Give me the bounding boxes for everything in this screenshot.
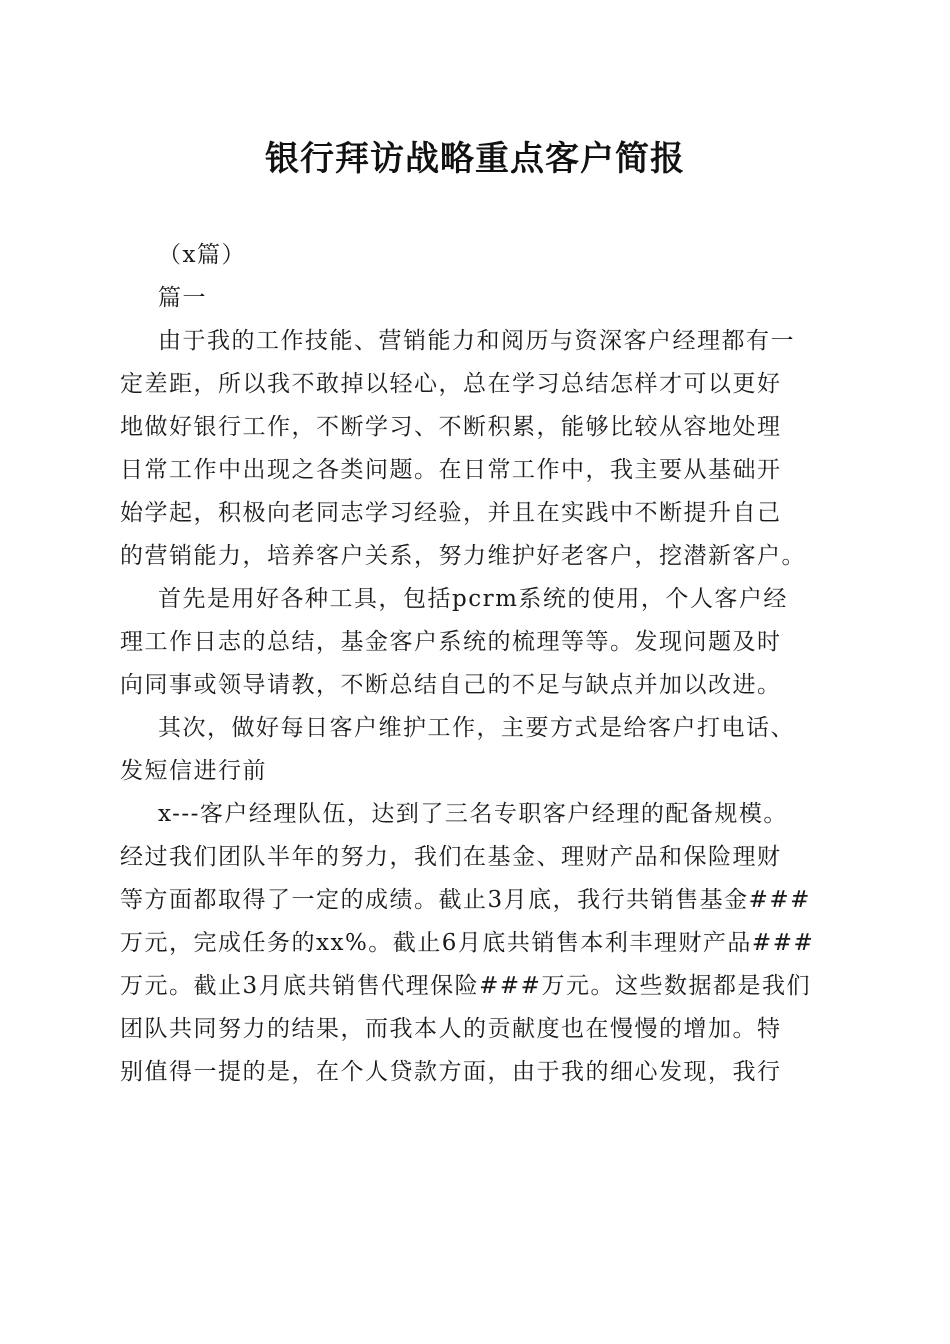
paragraph-line: 向同事或领导请教，不断总结自己的不足与缺点并加以改进。 <box>120 672 782 698</box>
document-body <box>120 234 832 1094</box>
paragraph-line: 其次，做好每日客户维护工作，主要方式是给客户打电话、 <box>158 715 795 741</box>
paragraph-line: 始学起，积极向老同志学习经验，并且在实践中不断提升自己 <box>120 500 782 526</box>
document-title: 银行拜访战略重点客户简报 <box>265 139 685 179</box>
paragraph-line: 理工作日志的总结，基金客户系统的梳理等等。发现问题及时 <box>120 629 782 655</box>
section-label: 篇一 <box>158 285 207 311</box>
paragraph-1 <box>120 320 832 578</box>
paragraph-line: 首先是用好各种工具，包括pcrm系统的使用，个人客户经 <box>158 586 788 612</box>
paragraph-line: 的营销能力，培养客户关系，努力维护好老客户，挖潜新客户。 <box>120 543 806 569</box>
paragraph-line: x---客户经理队伍，达到了三名专职客户经理的配备规模。 <box>158 801 788 827</box>
paragraph-2 <box>120 578 832 707</box>
paragraph-line: 地做好银行工作，不断学习、不断积累，能够比较从容地处理 <box>120 414 782 440</box>
subtitle: （x篇） <box>158 242 246 268</box>
paragraph-line: 经过我们团队半年的努力，我们在基金、理财产品和保险理财 <box>120 844 782 870</box>
paragraph-line: 定差距，所以我不敢掉以轻心，总在学习总结怎样才可以更好 <box>120 371 782 397</box>
paragraph-line: 团队共同努力的结果，而我本人的贡献度也在慢慢的增加。特 <box>120 1016 782 1042</box>
paragraph-line: 别值得一提的是，在个人贷款方面，由于我的细心发现，我行 <box>120 1059 782 1085</box>
paragraph-line: 万元，完成任务的xx%。截止6月底共销售本利丰理财产品### <box>120 930 815 956</box>
paragraph-line: 万元。截止3月底共销售代理保险###万元。这些数据都是我们 <box>120 973 811 999</box>
paragraph-3 <box>120 707 832 793</box>
paragraph-line: 发短信进行前 <box>120 758 267 784</box>
paragraph-line: 由于我的工作技能、营销能力和阅历与资深客户经理都有一 <box>158 328 795 354</box>
paragraph-4 <box>120 793 832 1094</box>
paragraph-line: 日常工作中出现之各类问题。在日常工作中，我主要从基础开 <box>120 457 782 483</box>
paragraph-line: 等方面都取得了一定的成绩。截止3月底，我行共销售基金### <box>120 887 811 913</box>
